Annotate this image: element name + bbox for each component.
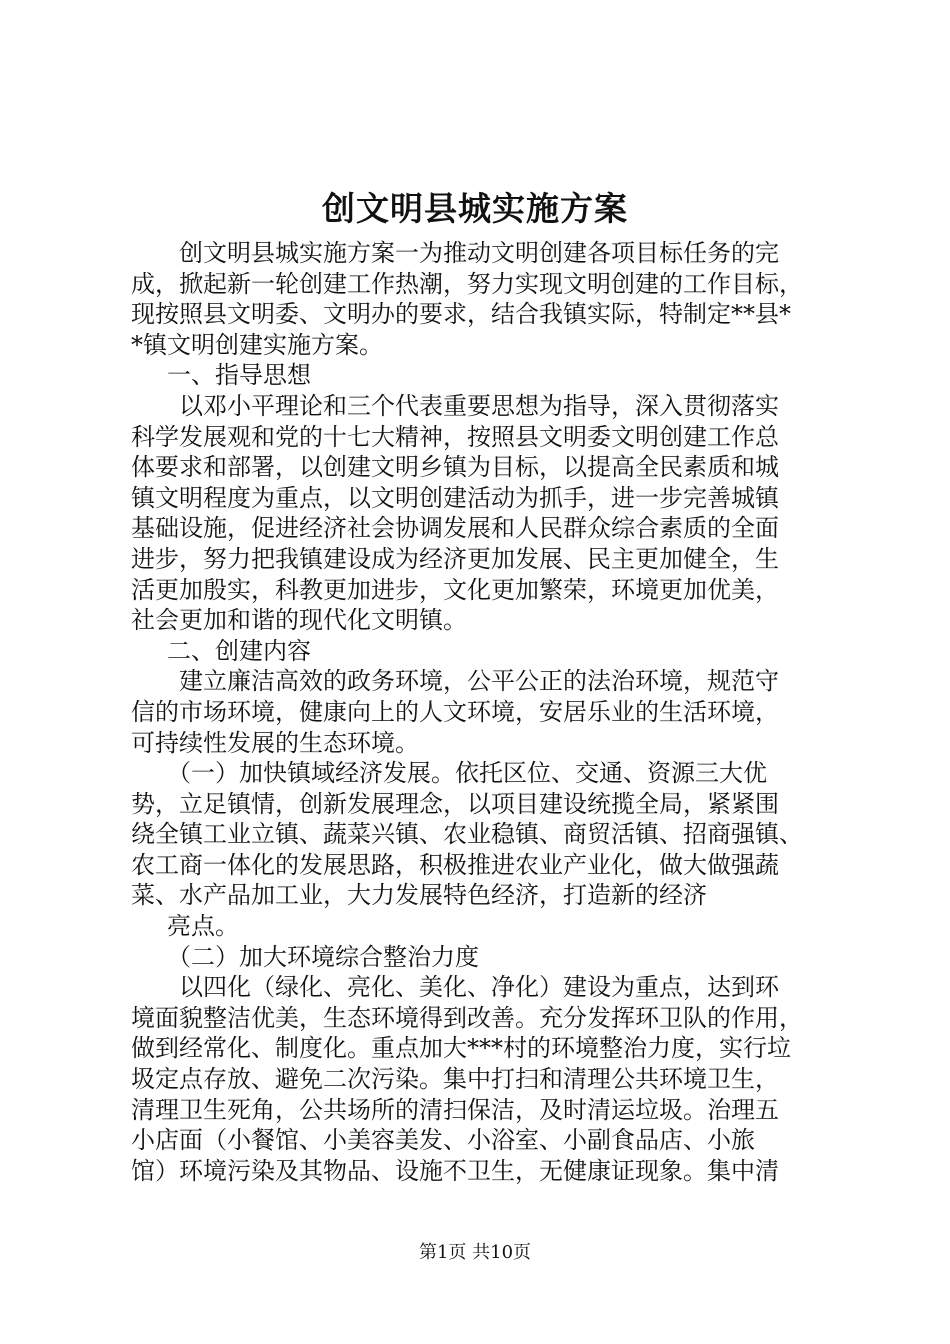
section-heading: 一、指导思想: [167, 361, 311, 390]
text-line: 以邓小平理论和三个代表重要思想为指导，深入贯彻落实: [179, 391, 779, 420]
text-line: 亮点。: [167, 912, 239, 941]
text-line: 镇文明程度为重点，以文明创建活动为抓手，进一步完善城镇: [131, 483, 779, 512]
text-line: 馆）环境污染及其物品、设施不卫生，无健康证现象。集中清: [131, 1156, 779, 1185]
text-line: 成，掀起新一轮创建工作热潮，努力实现文明创建的工作目标，: [131, 269, 803, 298]
document-body: [131, 238, 831, 1186]
text-line: 势，立足镇情，创新发展理念，以项目建设统揽全局，紧紧围: [131, 789, 779, 818]
text-line: 圾定点存放、避免二次污染。集中打扫和清理公共环境卫生，: [131, 1065, 779, 1094]
text-line: 信的市场环境，健康向上的人文环境，安居乐业的生活环境，: [131, 697, 779, 726]
subsection-heading: （二）加大环境综合整治力度: [167, 942, 479, 971]
text-line: 社会更加和谐的现代化文明镇。: [131, 606, 467, 635]
text-line: 创文明县城实施方案一为推动文明创建各项目标任务的完: [179, 239, 779, 267]
text-line: 可持续性发展的生态环境。: [131, 728, 419, 757]
text-line: 进步，努力把我镇建设成为经济更加发展、民主更加健全，生: [131, 544, 779, 573]
text-line: 绕全镇工业立镇、蔬菜兴镇、农业稳镇、商贸活镇、招商强镇、: [131, 820, 803, 849]
text-line: 建立廉洁高效的政务环境，公平公正的法治环境，规范守: [179, 667, 779, 696]
subsection-line: （一）加快镇域经济发展。依托区位、交通、资源三大优: [167, 759, 767, 788]
text-line: 科学发展观和党的十七大精神，按照县文明委文明创建工作总: [131, 422, 779, 451]
text-line: 基础设施，促进经济社会协调发展和人民群众综合素质的全面: [131, 514, 779, 543]
page-footer: 第1页 共10页: [418, 1242, 532, 1263]
text-line: 小店面（小餐馆、小美容美发、小浴室、小副食品店、小旅: [131, 1126, 755, 1155]
text-line: 现按照县文明委、文明办的要求，结合我镇实际，特制定**县*: [131, 300, 791, 329]
text-line: 清理卫生死角，公共场所的清扫保洁，及时清运垃圾。治理五: [131, 1095, 779, 1124]
section-heading: 二、创建内容: [167, 636, 311, 665]
text-line: 农工商一体化的发展思路，积极推进农业产业化，做大做强蔬: [131, 850, 779, 879]
document-title: 创文明县城实施方案: [322, 189, 628, 228]
text-line: 以四化（绿化、亮化、美化、净化）建设为重点，达到环: [179, 973, 779, 1002]
text-line: 境面貌整洁优美，生态环境得到改善。充分发挥环卫队的作用，: [131, 1003, 803, 1032]
text-line: *镇文明创建实施方案。: [131, 330, 383, 359]
text-line: 菜、水产品加工业，大力发展特色经济，打造新的经济: [131, 881, 707, 910]
text-line: 做到经常化、制度化。重点加大***村的环境整治力度，实行垃: [131, 1034, 791, 1063]
text-line: 活更加殷实，科教更加进步，文化更加繁荣，环境更加优美，: [131, 575, 779, 604]
text-line: 体要求和部署，以创建文明乡镇为目标，以提高全民素质和城: [131, 453, 779, 482]
